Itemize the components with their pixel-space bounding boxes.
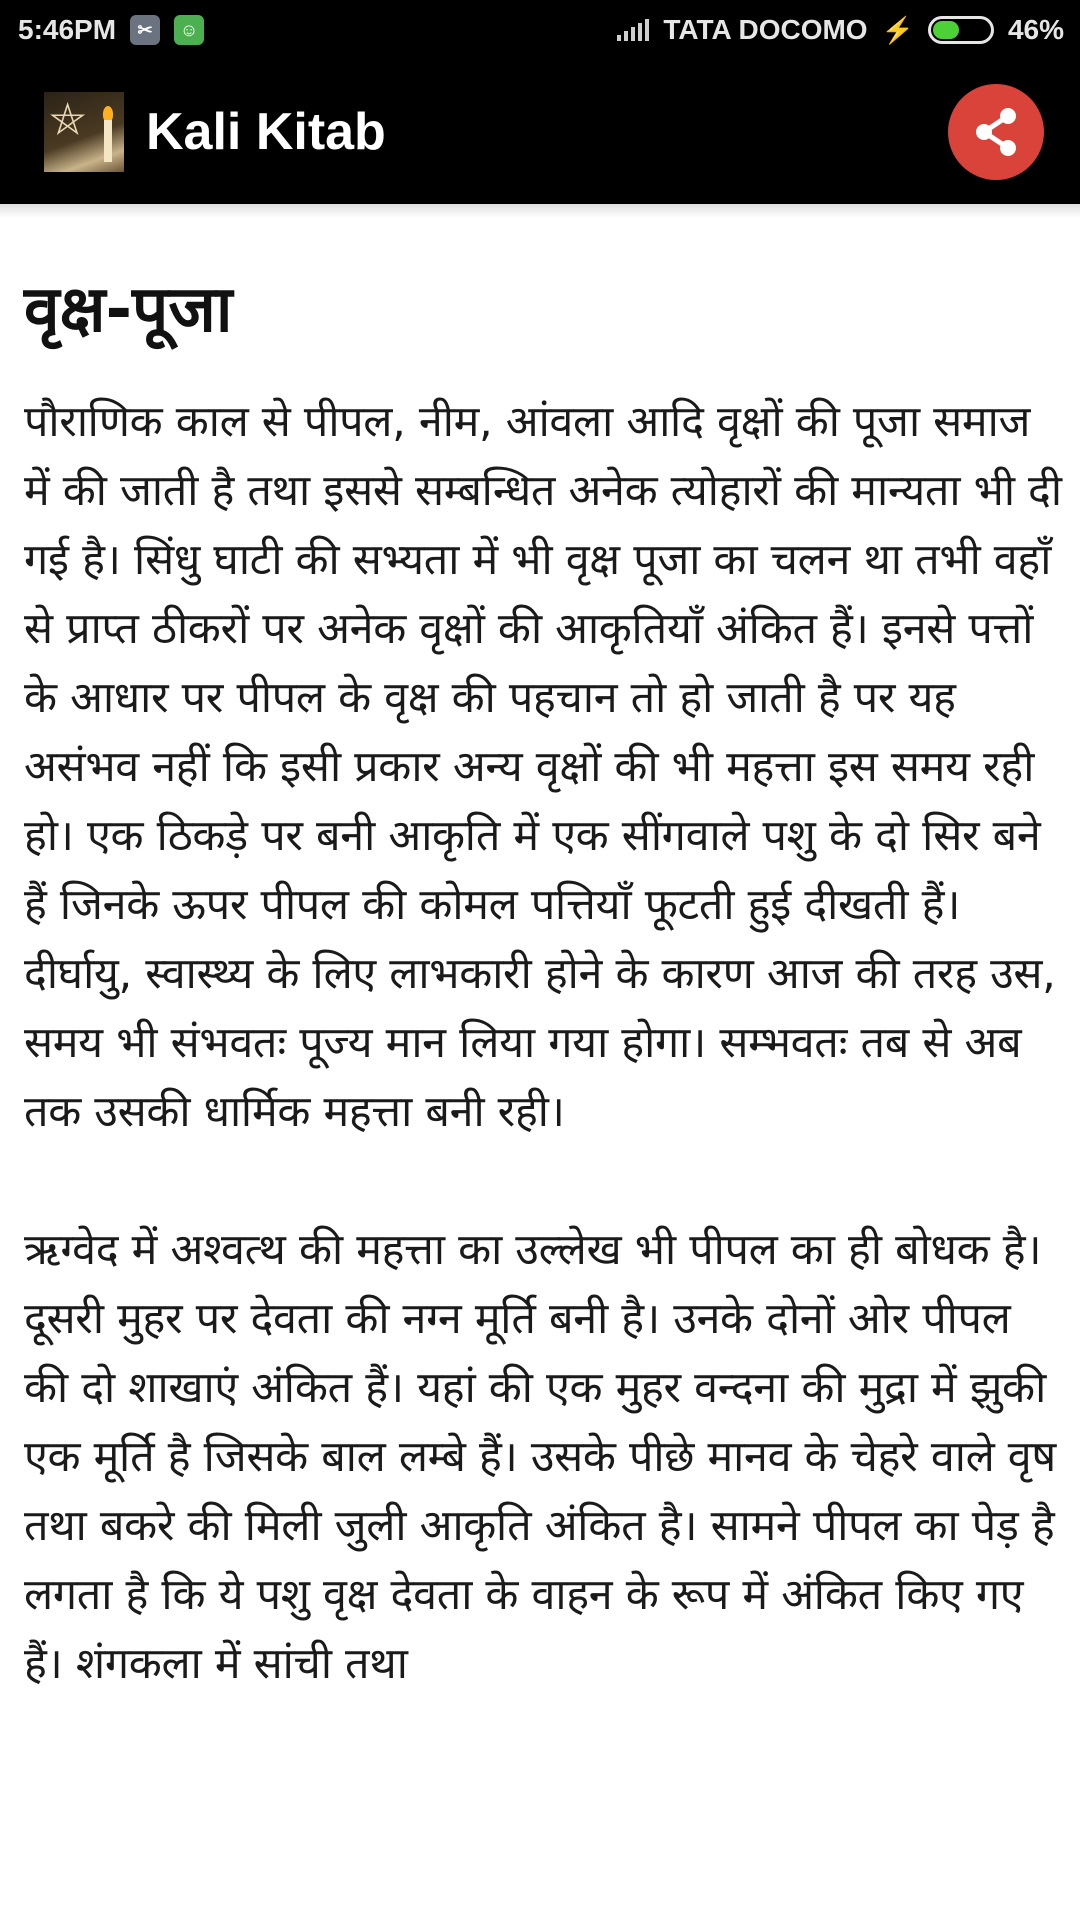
article-paragraph: ऋग्वेद में अश्वत्थ की महत्ता का उल्लेख भी पीपल का ही बोधक है। दूसरी मुहर पर देवता की नग्न मूर्ति बनी है। उनके दोनों ओर पीपल की दो शाखाएं अंकित हैं। यहां की एक मुहर वन्दना की मुद्रा में झुकी एक मूर्ति है जिसके बाल लम्बे हैं। उसके पीछे मानव के चेहरे वाले वृष तथा बकरे की मिली जुली आकृति अंकित है। सामने पीपल का पेड़ है लगता है कि ये पशु वृक्ष देवता के वाहन के रूप में अंकित किए गए हैं। शंगकला में सांची तथा bbox=[24, 1225, 1056, 1689]
status-left bbox=[18, 14, 204, 46]
battery-fill bbox=[933, 21, 959, 39]
status-time: 5:46PM bbox=[18, 14, 117, 45]
app-bar bbox=[0, 60, 1080, 204]
battery-percent: 46% bbox=[1007, 14, 1064, 45]
article-content[interactable] bbox=[24, 262, 1064, 1768]
app-title: Kali Kitab bbox=[146, 103, 386, 161]
article-title: वृक्ष-पूजा bbox=[24, 273, 233, 347]
pentagram-candle-logo bbox=[44, 92, 124, 172]
scissors-app-icon: ✂ bbox=[130, 15, 160, 45]
carrier-name: TATA DOCOMO bbox=[663, 14, 868, 45]
signal-icon bbox=[617, 19, 649, 41]
battery-icon bbox=[928, 16, 994, 44]
app-bar-shadow bbox=[0, 204, 1080, 218]
android-icon: ☺ bbox=[174, 15, 204, 45]
share-icon bbox=[968, 104, 1024, 160]
pentagram-icon: ⛤ bbox=[50, 94, 86, 145]
share-button[interactable] bbox=[948, 84, 1044, 180]
article-paragraph: पौराणिक काल से पीपल, नीम, आंवला आदि वृक्षों की पूजा समाज में की जाती है तथा इससे सम्बन्धित अनेक त्योहारों की मान्यता भी दी गई है। सिंधु घाटी की सभ्यता में भी वृक्ष पूजा का चलन था तभी वहाँ से प्राप्त ठीकरों पर अनेक वृक्षों की आकृतियाँ अंकित हैं। इनसे पत्तों के आधार पर पीपल के वृक्ष की पहचान तो हो जाती है पर यह असंभव नहीं कि इसी प्रकार अन्य वृक्षों की भी महत्ता इस समय रही हो। एक ठिकड़े पर बनी आकृति में एक सींगवाले पशु के दो सिर बने हैं जिनके ऊपर पीपल की कोमल पत्तियाँ फूटती हुई दीखती हैं। दीर्घायु, स्वास्थ्य के लिए लाभकारी होने के कारण आज की तरह उस, समय भी संभवतः पूज्य मान लिया गया होगा। सम्भवतः तब से अब तक उसकी धार्मिक महत्ता बनी रही। bbox=[24, 397, 1062, 1137]
charging-bolt-icon: ⚡ bbox=[881, 14, 914, 45]
status-right bbox=[617, 14, 1064, 46]
status-bar bbox=[0, 0, 1080, 60]
candle-icon bbox=[104, 120, 112, 162]
